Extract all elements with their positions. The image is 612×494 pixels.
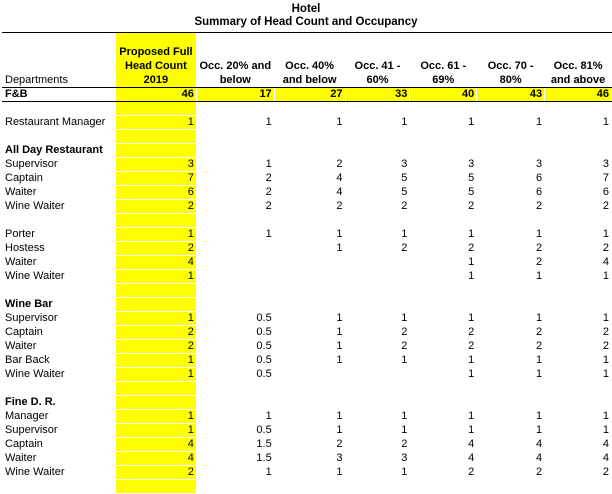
row-label: Wine Waiter (5, 368, 65, 380)
cell-proposed: 7 (115, 172, 196, 186)
cell-proposed: 4 (115, 438, 196, 452)
cell-occ-81: 1 (545, 270, 612, 284)
cell-occ-20: 0.5 (196, 424, 274, 438)
cell-occ-40: 1 (274, 410, 345, 424)
cell-proposed: 1 (115, 116, 196, 130)
cell-occ-70-80: 1 (477, 270, 545, 284)
cell-occ-61-69: 2 (410, 200, 477, 214)
cell-proposed: 3 (115, 158, 196, 172)
cell-occ-70-80: 1 (477, 410, 545, 424)
empty-cell (477, 480, 545, 494)
row-label: Waiter (5, 256, 37, 268)
cell-occ-61-69: 2 (410, 466, 477, 480)
cell-occ-41-60 (345, 256, 410, 270)
empty-cell (115, 102, 196, 116)
cell-occ-40 (274, 270, 345, 284)
cell-occ-20: 0.5 (196, 340, 274, 354)
cell-occ-70-80: 2 (477, 256, 545, 270)
cell-proposed: 2 (115, 340, 196, 354)
cell-occ-40: 2 (274, 158, 345, 172)
cell-occ-81: 1 (545, 368, 612, 382)
fb-total-occ-61-69: 40 (410, 88, 477, 102)
row-label: Wine Waiter (5, 200, 65, 212)
blank-row (3, 130, 612, 144)
cell-occ-40: 1 (274, 116, 345, 130)
cell-occ-20 (196, 242, 274, 256)
empty-cell (3, 214, 116, 228)
table-row (3, 368, 612, 382)
empty-cell (115, 214, 196, 228)
blank-row (3, 480, 612, 494)
cell-occ-20: 0.5 (196, 354, 274, 368)
empty-cell (477, 396, 545, 410)
cell-occ-81: 6 (545, 186, 612, 200)
row-label: Captain (5, 438, 43, 450)
cell-occ-70-80: 1 (477, 368, 545, 382)
empty-cell (3, 102, 116, 116)
empty-cell (115, 382, 196, 396)
fb-total-row (3, 88, 612, 102)
cell-occ-41-60: 2 (345, 438, 410, 452)
empty-cell (477, 298, 545, 312)
table-row (3, 172, 612, 186)
cell-occ-81: 4 (545, 256, 612, 270)
empty-cell (345, 214, 410, 228)
cell-occ-61-69: 1 (410, 354, 477, 368)
cell-occ-70-80: 3 (477, 158, 545, 172)
cell-occ-41-60: 1 (345, 312, 410, 326)
cell-occ-41-60: 2 (345, 340, 410, 354)
cell-occ-20: 1 (196, 116, 274, 130)
empty-cell (196, 214, 274, 228)
cell-occ-70-80: 2 (477, 466, 545, 480)
cell-occ-70-80: 1 (477, 228, 545, 242)
cell-occ-81: 1 (545, 312, 612, 326)
cell-occ-40 (274, 368, 345, 382)
cell-proposed: 1 (115, 354, 196, 368)
table-row (3, 354, 612, 368)
empty-cell (545, 102, 612, 116)
empty-cell (196, 130, 274, 144)
cell-occ-61-69: 1 (410, 312, 477, 326)
cell-occ-70-80: 6 (477, 186, 545, 200)
empty-cell (345, 130, 410, 144)
cell-occ-40: 1 (274, 466, 345, 480)
row-label: Wine Waiter (5, 270, 65, 282)
cell-occ-41-60: 2 (345, 326, 410, 340)
empty-cell (545, 298, 612, 312)
sheet-title: Hotel (291, 3, 321, 15)
cell-occ-40: 1 (274, 242, 345, 256)
cell-proposed: 4 (115, 256, 196, 270)
cell-occ-41-60: 5 (345, 172, 410, 186)
table-row (3, 158, 612, 172)
empty-cell (196, 298, 274, 312)
empty-cell (274, 284, 345, 298)
empty-cell (274, 298, 345, 312)
empty-cell (115, 396, 196, 410)
section-header-row (3, 396, 612, 410)
empty-cell (410, 214, 477, 228)
fb-total-occ-70-80: 43 (477, 88, 545, 102)
blank-row (3, 382, 612, 396)
cell-occ-61-69: 1 (410, 270, 477, 284)
empty-cell (477, 130, 545, 144)
table-row (3, 452, 612, 466)
empty-cell (196, 284, 274, 298)
table-row (3, 116, 612, 130)
cell-occ-61-69: 1 (410, 424, 477, 438)
cell-occ-40: 4 (274, 186, 345, 200)
empty-cell (410, 144, 477, 158)
cell-occ-81: 4 (545, 452, 612, 466)
cell-proposed: 1 (115, 312, 196, 326)
cell-occ-41-60: 1 (345, 410, 410, 424)
blank-row (3, 214, 612, 228)
table-row (3, 410, 612, 424)
fb-total-occ-20: 17 (196, 88, 274, 102)
empty-cell (115, 130, 196, 144)
empty-cell (410, 382, 477, 396)
cell-proposed: 2 (115, 466, 196, 480)
col-header-departments: Departments (3, 33, 116, 88)
col-header-occ-70-80: Occ. 70 - 80% (477, 33, 545, 88)
cell-proposed: 1 (115, 228, 196, 242)
empty-cell (477, 284, 545, 298)
row-label: Supervisor (5, 424, 58, 436)
cell-occ-81: 1 (545, 228, 612, 242)
empty-cell (345, 382, 410, 396)
cell-occ-20: 1 (196, 466, 274, 480)
cell-occ-70-80: 1 (477, 312, 545, 326)
cell-occ-61-69: 2 (410, 242, 477, 256)
cell-occ-70-80: 2 (477, 326, 545, 340)
section-header-row (3, 298, 612, 312)
fb-total-occ-81: 46 (545, 88, 612, 102)
empty-cell (345, 284, 410, 298)
cell-occ-81: 2 (545, 242, 612, 256)
cell-occ-61-69: 1 (410, 410, 477, 424)
cell-occ-40: 1 (274, 228, 345, 242)
table-row (3, 270, 612, 284)
cell-proposed: 4 (115, 452, 196, 466)
empty-cell (115, 144, 196, 158)
empty-cell (410, 102, 477, 116)
cell-occ-70-80: 4 (477, 452, 545, 466)
col-header-occ-41-60: Occ. 41 - 60% (345, 33, 410, 88)
cell-proposed: 1 (115, 424, 196, 438)
cell-occ-20: 2 (196, 200, 274, 214)
row-label: Manager (5, 410, 49, 422)
cell-occ-41-60: 1 (345, 228, 410, 242)
empty-cell (274, 144, 345, 158)
blank-row (3, 102, 612, 116)
cell-occ-61-69: 5 (410, 172, 477, 186)
empty-cell (345, 144, 410, 158)
empty-cell (410, 298, 477, 312)
row-label: Waiter (5, 340, 37, 352)
empty-cell (196, 144, 274, 158)
empty-cell (545, 144, 612, 158)
cell-occ-61-69: 3 (410, 158, 477, 172)
cell-occ-20: 1 (196, 158, 274, 172)
cell-occ-41-60: 1 (345, 424, 410, 438)
cell-occ-81: 1 (545, 116, 612, 130)
cell-occ-61-69: 1 (410, 368, 477, 382)
cell-occ-61-69: 5 (410, 186, 477, 200)
row-label: Supervisor (5, 312, 58, 324)
empty-cell (410, 130, 477, 144)
cell-occ-81: 1 (545, 424, 612, 438)
cell-occ-41-60: 2 (345, 242, 410, 256)
empty-cell (115, 298, 196, 312)
cell-proposed: 2 (115, 200, 196, 214)
table-row (3, 242, 612, 256)
table-row (3, 424, 612, 438)
empty-cell (345, 102, 410, 116)
cell-occ-81: 2 (545, 200, 612, 214)
empty-cell (545, 284, 612, 298)
row-label: Porter (5, 228, 35, 240)
cell-occ-41-60: 1 (345, 354, 410, 368)
section-label: All Day Restaurant (5, 144, 103, 156)
row-label: Waiter (5, 186, 37, 198)
cell-occ-61-69: 1 (410, 228, 477, 242)
table-row (3, 200, 612, 214)
col-header-occ-61-69: Occ. 61 - 69% (410, 33, 477, 88)
section-header-row (3, 144, 612, 158)
cell-occ-20: 1 (196, 228, 274, 242)
cell-occ-61-69: 2 (410, 326, 477, 340)
cell-occ-40: 3 (274, 452, 345, 466)
table-row (3, 340, 612, 354)
cell-occ-61-69: 2 (410, 340, 477, 354)
empty-cell (274, 102, 345, 116)
cell-occ-70-80: 1 (477, 424, 545, 438)
cell-occ-41-60: 3 (345, 452, 410, 466)
cell-occ-70-80: 4 (477, 438, 545, 452)
empty-cell (196, 382, 274, 396)
cell-occ-70-80: 2 (477, 242, 545, 256)
col-header-occ-81: Occ. 81% and above (545, 33, 612, 88)
cell-occ-20: 2 (196, 186, 274, 200)
empty-cell (410, 480, 477, 494)
cell-occ-61-69: 1 (410, 116, 477, 130)
empty-cell (545, 396, 612, 410)
cell-occ-81: 1 (545, 354, 612, 368)
cell-proposed: 1 (115, 368, 196, 382)
empty-cell (196, 102, 274, 116)
cell-occ-20 (196, 270, 274, 284)
cell-occ-41-60 (345, 368, 410, 382)
cell-occ-20: 0.5 (196, 326, 274, 340)
empty-cell (410, 396, 477, 410)
cell-occ-70-80: 2 (477, 200, 545, 214)
header-row (3, 33, 612, 88)
cell-occ-81: 4 (545, 438, 612, 452)
cell-occ-70-80: 1 (477, 116, 545, 130)
empty-cell (274, 214, 345, 228)
row-label: Waiter (5, 452, 37, 464)
cell-occ-70-80: 2 (477, 340, 545, 354)
table-row (3, 256, 612, 270)
empty-cell (3, 382, 116, 396)
empty-cell (545, 130, 612, 144)
empty-cell (545, 382, 612, 396)
cell-occ-20: 0.5 (196, 368, 274, 382)
blank-row (3, 284, 612, 298)
cell-occ-20: 1.5 (196, 438, 274, 452)
empty-cell (410, 284, 477, 298)
cell-occ-40: 1 (274, 354, 345, 368)
empty-cell (477, 144, 545, 158)
cell-occ-41-60 (345, 270, 410, 284)
row-label: Hostess (5, 242, 45, 254)
empty-cell (3, 480, 116, 494)
cell-occ-41-60: 1 (345, 466, 410, 480)
cell-occ-40: 4 (274, 172, 345, 186)
cell-occ-81: 7 (545, 172, 612, 186)
empty-cell (3, 284, 116, 298)
fb-label: F&B (3, 88, 116, 102)
empty-cell (477, 382, 545, 396)
empty-cell (545, 480, 612, 494)
cell-occ-41-60: 2 (345, 200, 410, 214)
cell-occ-20 (196, 256, 274, 270)
cell-occ-81: 1 (545, 410, 612, 424)
cell-occ-40: 1 (274, 326, 345, 340)
cell-occ-40: 1 (274, 312, 345, 326)
col-header-proposed: Proposed Full Head Count 2019 (115, 33, 196, 88)
sheet-subtitle: Summary of Head Count and Occupancy (194, 16, 418, 28)
empty-cell (274, 396, 345, 410)
cell-occ-81: 2 (545, 466, 612, 480)
cell-occ-61-69: 4 (410, 452, 477, 466)
empty-cell (115, 284, 196, 298)
empty-cell (3, 130, 116, 144)
row-label: Wine Waiter (5, 466, 65, 478)
fb-total-occ-41-60: 33 (345, 88, 410, 102)
cell-occ-61-69: 4 (410, 438, 477, 452)
fb-total-occ-40: 27 (274, 88, 345, 102)
cell-occ-41-60: 3 (345, 158, 410, 172)
cell-occ-40: 1 (274, 340, 345, 354)
empty-cell (345, 396, 410, 410)
cell-occ-81: 2 (545, 340, 612, 354)
cell-occ-41-60: 1 (345, 116, 410, 130)
cell-proposed: 2 (115, 326, 196, 340)
row-label: Restaurant Manager (5, 116, 106, 128)
row-label: Captain (5, 172, 43, 184)
cell-occ-81: 2 (545, 326, 612, 340)
cell-proposed: 2 (115, 242, 196, 256)
empty-cell (345, 480, 410, 494)
cell-occ-40 (274, 256, 345, 270)
empty-cell (115, 480, 196, 494)
section-label: Wine Bar (5, 298, 53, 310)
empty-cell (196, 396, 274, 410)
col-header-occ-20: Occ. 20% and below (196, 33, 274, 88)
cell-occ-20: 1 (196, 410, 274, 424)
headcount-table (2, 32, 612, 494)
empty-cell (274, 382, 345, 396)
empty-cell (545, 214, 612, 228)
fb-total-proposed: 46 (115, 88, 196, 102)
empty-cell (274, 130, 345, 144)
table-row (3, 466, 612, 480)
cell-proposed: 1 (115, 270, 196, 284)
cell-occ-41-60: 5 (345, 186, 410, 200)
col-header-occ-40: Occ. 40% and below (274, 33, 345, 88)
cell-occ-40: 2 (274, 200, 345, 214)
cell-proposed: 1 (115, 410, 196, 424)
cell-occ-40: 1 (274, 424, 345, 438)
row-label: Captain (5, 326, 43, 338)
section-label: Fine D. R. (5, 396, 56, 408)
row-label: Bar Back (5, 354, 50, 366)
cell-occ-70-80: 1 (477, 354, 545, 368)
empty-cell (477, 102, 545, 116)
table-row (3, 228, 612, 242)
table-row (3, 186, 612, 200)
empty-cell (196, 480, 274, 494)
empty-cell (345, 298, 410, 312)
cell-occ-20: 0.5 (196, 312, 274, 326)
row-label: Supervisor (5, 158, 58, 170)
cell-occ-81: 3 (545, 158, 612, 172)
empty-cell (274, 480, 345, 494)
cell-occ-40: 2 (274, 438, 345, 452)
cell-occ-20: 1.5 (196, 452, 274, 466)
cell-occ-70-80: 6 (477, 172, 545, 186)
cell-occ-20: 2 (196, 172, 274, 186)
table-row (3, 312, 612, 326)
table-row (3, 438, 612, 452)
empty-cell (477, 214, 545, 228)
table-row (3, 326, 612, 340)
cell-proposed: 6 (115, 186, 196, 200)
cell-occ-61-69: 1 (410, 256, 477, 270)
